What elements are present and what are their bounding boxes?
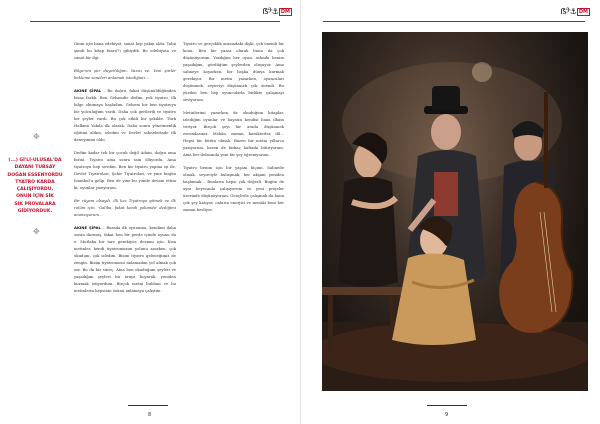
pull-quote-line: ÇALIŞIYORDU, (16, 187, 54, 193)
cross-ornament-icon: ✥ (33, 227, 40, 236)
article-column-2 (183, 40, 284, 213)
speaker-text: – Bu doğru, fakat düşünüldüğünden biraz farklı. Ben Gelsendir dedim, yok tiyatro, ilk bilge okumaya başladım. Gelsem bir ben tiyatroya bir yolculuğum vardı. Daha çok gerilerdi ve tiyatro bir şeyler vardı. Bu çok etkili bir şekilde. Türk Halkına Yakıla ilk olarak. Daha sonra yönetmenlik eğitimi aldım, izledim ve Devlet sahnelerinde ilk deneyimim oldu. (74, 88, 176, 142)
pull-quote-line: ONUN İÇİN SİK (16, 194, 54, 200)
body-paragraph: Onun için bana edebiyat, sanat hep yakın oldu. Tabii şimdi bu kitap fuarı(?) gibiydik. Bu edebiyata ve sanat bir ilgi. (74, 41, 176, 60)
performers-illustration (322, 32, 588, 391)
page-number: 8 (148, 412, 152, 418)
header-rule (323, 21, 585, 22)
masthead-brand: DM (280, 9, 290, 15)
pull-quote-line: TYATRO KARDA (15, 179, 55, 185)
masthead-glyphs: ẞ𝄢⚓ (560, 7, 576, 16)
masthead-logo (560, 7, 590, 17)
body-paragraph: Tiyatro benim için bir yaşam biçimi. Sahnede olmak, seyirciyle buluşmak, her akşam yeniden başlamak… Bunların hepsi çok değerli. Bugün de aynı heyecanla çalışıyorum ve yeni projeler üzerinde düşünüyorum. Gençlerle çalışmak da bana çok şey katıyor, onların enerjisi ve merakı beni her zaman besliyor. (183, 165, 284, 212)
masthead-brand: DM (578, 9, 588, 15)
speaker-paragraph (74, 224, 176, 294)
pull-quote (5, 157, 65, 215)
pull-quote-line: DAYANI TUBSAY (14, 165, 56, 171)
speaker-name: AKINE ŞİPAL (74, 88, 102, 93)
theatre-photo (322, 32, 588, 391)
body-paragraph: Metinlerimi yazarken de okuduğum kitaplar, izlediğim oyunlar ve hayatın kendisi bana ilham veriyor. Birçok şeyi bir arada düşünmek zorundasınız. Mekân, zaman, karakterler, dil… Hepsi bir bütün olmalı. Bazen bir metni yıllarca yazıyorum, bazen de birkaç haftada bitiriyorum. Ama her defasında yeni bir şey öğreniyorum. (183, 110, 284, 157)
header-rule (30, 21, 280, 22)
pull-quote-line: SIK PROVALARA (14, 201, 56, 207)
pull-quote-line: GİDİYORDUK. (17, 209, 53, 215)
masthead-logo (262, 7, 292, 17)
article-column-1 (74, 40, 176, 294)
cross-ornament-icon: ✥ (33, 132, 40, 141)
body-paragraph: Dedim kadar tek bir çocuk değil Adam, doğru ama birini. Tiyatro ama sonra tam ölüyordu. Ama tiyatroyu hep sevdim. Ben bir tiyatro yapma işi ile. Devlet Tiyatroları, Şehir Tiyatroları, ve yine bugün İstanbul'a gelip. Ben de yine bu yönde devam ettim ki, oyunlar yazıyorum. (74, 150, 176, 190)
pull-quote-line: DOĞAN ESSENYORDU (7, 172, 63, 178)
footer-rule (427, 405, 467, 406)
interview-question: Bir rüyam olsaydı, ilk kez Tiyatroya gitmek ve ilk rolüm için, 'Galiba, fakat kendi yolumda' dediğimi anımsıyorum… (74, 198, 176, 217)
speaker-text: – Burada ilk oyunumu, kendimi daha sonra durmuş, fakat ben bir perde içinde oyunu da o. Mutlaka bir tarz gerekiyor, devamı için. Kısa metinler, kendi tiyatromuzun yolunu ararken, çok okudum, çok izledim. Bizim tiyatro geleneğimiz de zengin. Bizim tiyatromuzu anlamadan yol almak çok zor. Bu da bir süreç. Ama ben okuduğum şeyleri ve yaşadığım şeyleri bir araya koyarak, yeniden kurmak istiyordum. Birçok metni buldum ve bu metinlerin hepsinin özünü anlamaya çalıştım. (74, 225, 176, 293)
interview-question: Bilge'nin şiir duyarlılığını. Yazısı ve. Yeni şiirler bekleme seneleri anlamak istediğiniz… (74, 68, 176, 80)
footer-rule (128, 405, 168, 406)
right-page (300, 0, 600, 424)
pull-quote-line: (...) Gİ'Lİ-ULUSAL'DA (8, 158, 62, 163)
speaker-paragraph (74, 87, 176, 143)
masthead-glyphs: ẞ𝄢⚓ (262, 7, 278, 16)
page-number: 9 (445, 412, 449, 418)
speaker-name: AKINE ŞİPAL (74, 225, 101, 230)
body-paragraph: Tiyatro ve gerçeklik arasındaki ilişki, çok önemli bir konu. Ben bir yazar olarak bunu da çok düşünüyorum. Yazdığım her oyun, aslında benim yaşadığım, gördüğüm şeylerden oluşuyor. Ama sahneye koyarken, bir başka dünya kurmak gerekiyor. Bir metin yazarken, oyuncuları düşünmek, seyirciyi düşünmek çok önemli. Bu yüzden ben hep oyuncularla birlikte çalışmayı seviyorum. (183, 41, 284, 102)
